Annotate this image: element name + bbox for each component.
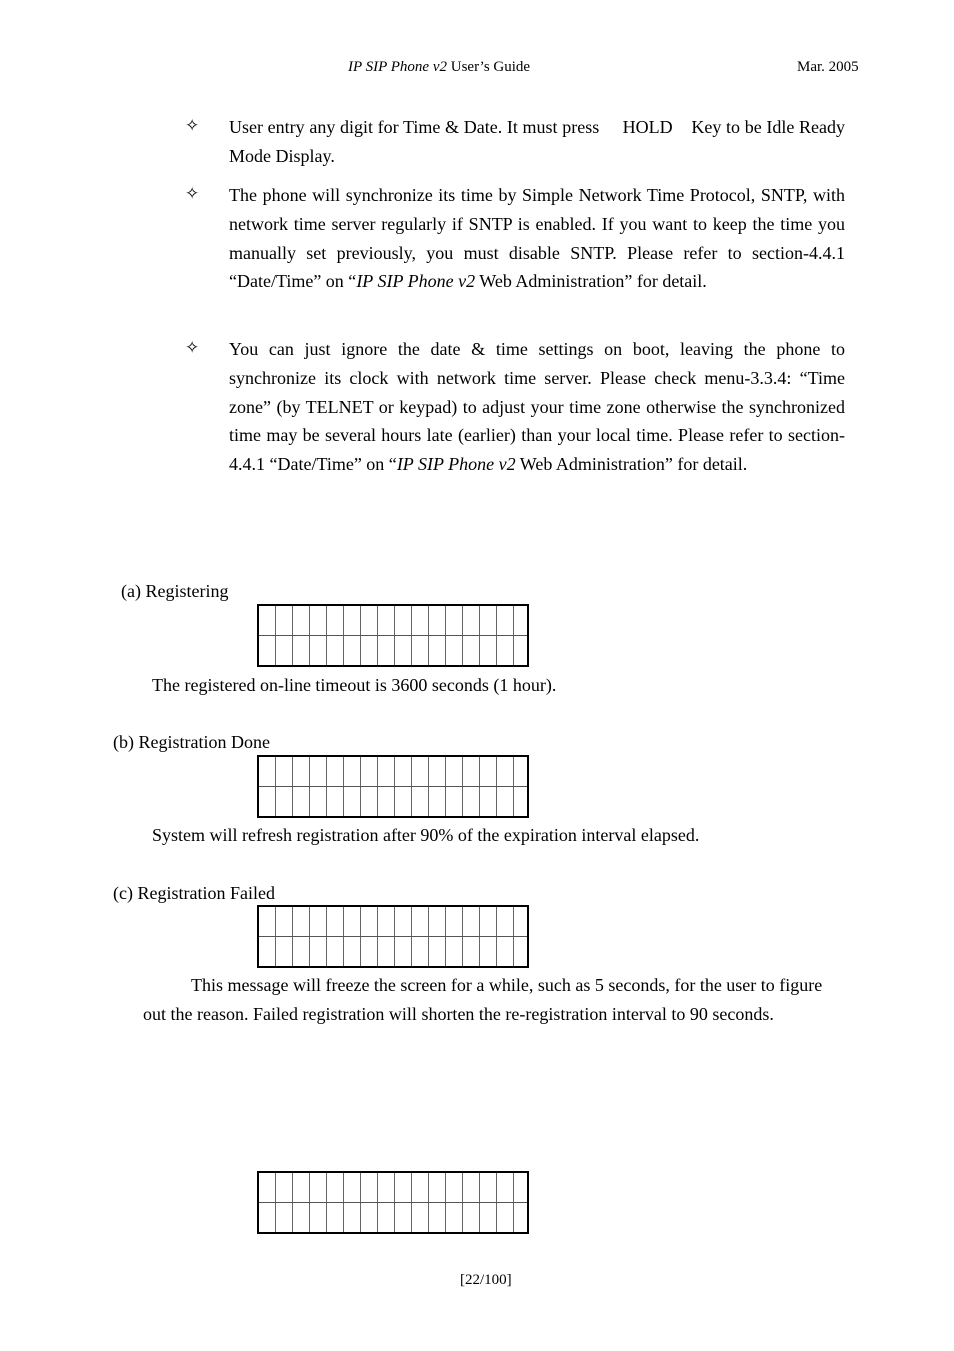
header-date: Mar. 2005: [797, 59, 859, 75]
bullet-2-product-name: IP SIP Phone v2: [356, 271, 476, 292]
bullet-3-text-a: You can just ignore the date & time settings on boot, leaving the phone to synchronize its clock with network time server. Please check menu-3.3.4: “Time zone” (by TELNET or keypad) to adjust your time zone otherwise the synchronized time may be several hours late (earlier) than your local time. Please refer to section-4.4.1 “Date/Time” on “: [229, 339, 845, 475]
section-c-note-line-1: This message will freeze the screen for a while, such as 5 seconds, for the user to figure: [191, 975, 823, 995]
bullet-icon: ✧: [185, 338, 200, 357]
bullet-icon: ✧: [185, 116, 200, 135]
lcd-display-registration-failed: [257, 905, 529, 968]
bullet-1-text-a: User entry any digit for Time & Date. It must press: [229, 117, 600, 137]
bullet-paragraph-3: [229, 335, 845, 479]
bullet-3-product-name: IP SIP Phone v2: [396, 454, 516, 475]
bullet-2-text-a: The phone will synchronize its time by Simple Network Time Protocol, SNTP, with network time server regularly if SNTP is enabled. If you want to keep the time you manually set previously, you must disable SNTP. Please refer to section-4.4.1 “Date/Time” on “: [229, 185, 845, 292]
header-title: [348, 59, 530, 76]
section-b-label: (b) Registration Done: [113, 732, 270, 752]
hold-key-label: HOLD: [622, 117, 673, 137]
header-product: IP SIP Phone v2: [348, 59, 448, 75]
section-c-note-line-2: out the reason. Failed registration will shorten the re-registration interval to 90 seconds.: [143, 1004, 774, 1024]
bullet-paragraph-2: [229, 181, 845, 296]
bullet-1-text-b: Key to be Idle Ready Mode Display.: [229, 117, 846, 166]
header-guide: User’s Guide: [450, 59, 531, 75]
section-a-note: The registered on-line timeout is 3600 seconds (1 hour).: [152, 675, 557, 695]
bullet-2-text-b: Web Administration” for detail.: [475, 271, 707, 292]
lcd-display-blank: [257, 1171, 529, 1234]
lcd-display-registering: [257, 604, 529, 667]
section-a-label: (a) Registering: [121, 581, 229, 601]
page-number: [22/100]: [460, 1272, 512, 1288]
bullet-paragraph-1: [229, 113, 845, 171]
lcd-display-registration-done: [257, 755, 529, 818]
section-b-note: System will refresh registration after 90% of the expiration interval elapsed.: [152, 825, 700, 845]
bullet-3-text-b: Web Administration” for detail.: [515, 454, 748, 475]
bullet-icon: ✧: [185, 184, 200, 203]
section-c-label: (c) Registration Failed: [113, 883, 275, 903]
